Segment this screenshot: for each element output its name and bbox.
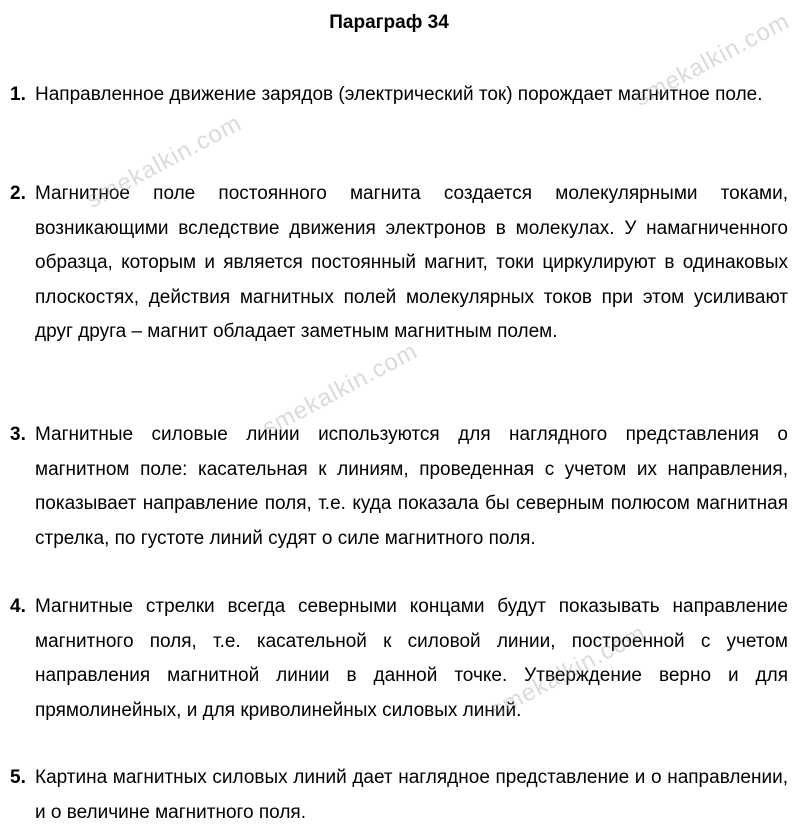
watermark: smekalkin.com [486, 619, 651, 724]
item-number: 3. [10, 424, 26, 445]
item-number: 1. [10, 84, 26, 105]
list-item-4 [10, 590, 788, 728]
item-text: Картина магнитных силовых линий дает наглядное представление и о направлении, и о величине магнитного поля. [35, 767, 788, 823]
watermark: smekalkin.com [630, 7, 795, 112]
watermark: smekalkin.com [82, 109, 247, 214]
item-text: Магнитное поле постоянного магнита создается молекулярными токами, возникающими вследствие движения электронов в молекулах. У намагниченного образца, которым и является постоянный магнит, токи циркулируют в одинаковых плоскостях, действия магнитных полей молекулярных токов при этом усиливают друг друга – магнит обладает заметным магнитным полем. [35, 183, 788, 342]
item-text: Направленное движение зарядов (электрический ток) порождает магнитное поле. [35, 84, 763, 105]
list-item-1 [10, 78, 788, 113]
watermark: smekalkin.com [258, 337, 423, 442]
item-number: 2. [10, 183, 26, 204]
page-title: Параграф 34 [329, 12, 449, 33]
item-text: Магнитные силовые линии используются для наглядного представления о магнитном поле: касательная к линиям, проведенная с учетом их направления, показывает направление поля, т.е. куда показала бы северным полюсом магнитная стрелка, по густоте линий судят о силе магнитного поля. [35, 424, 788, 549]
item-number: 5. [10, 767, 26, 788]
list-item-2 [10, 177, 788, 350]
list-item-3 [10, 418, 788, 556]
list-item-5 [10, 761, 788, 830]
item-text: Магнитные стрелки всегда северными концами будут показывать направление магнитного поля, т.е. касательной к силовой линии, построенной с учетом направления магнитной линии в данной точке. Утверждение верно и для прямолинейных, и для криволинейных силовых линий. [35, 596, 788, 721]
item-number: 4. [10, 596, 26, 617]
